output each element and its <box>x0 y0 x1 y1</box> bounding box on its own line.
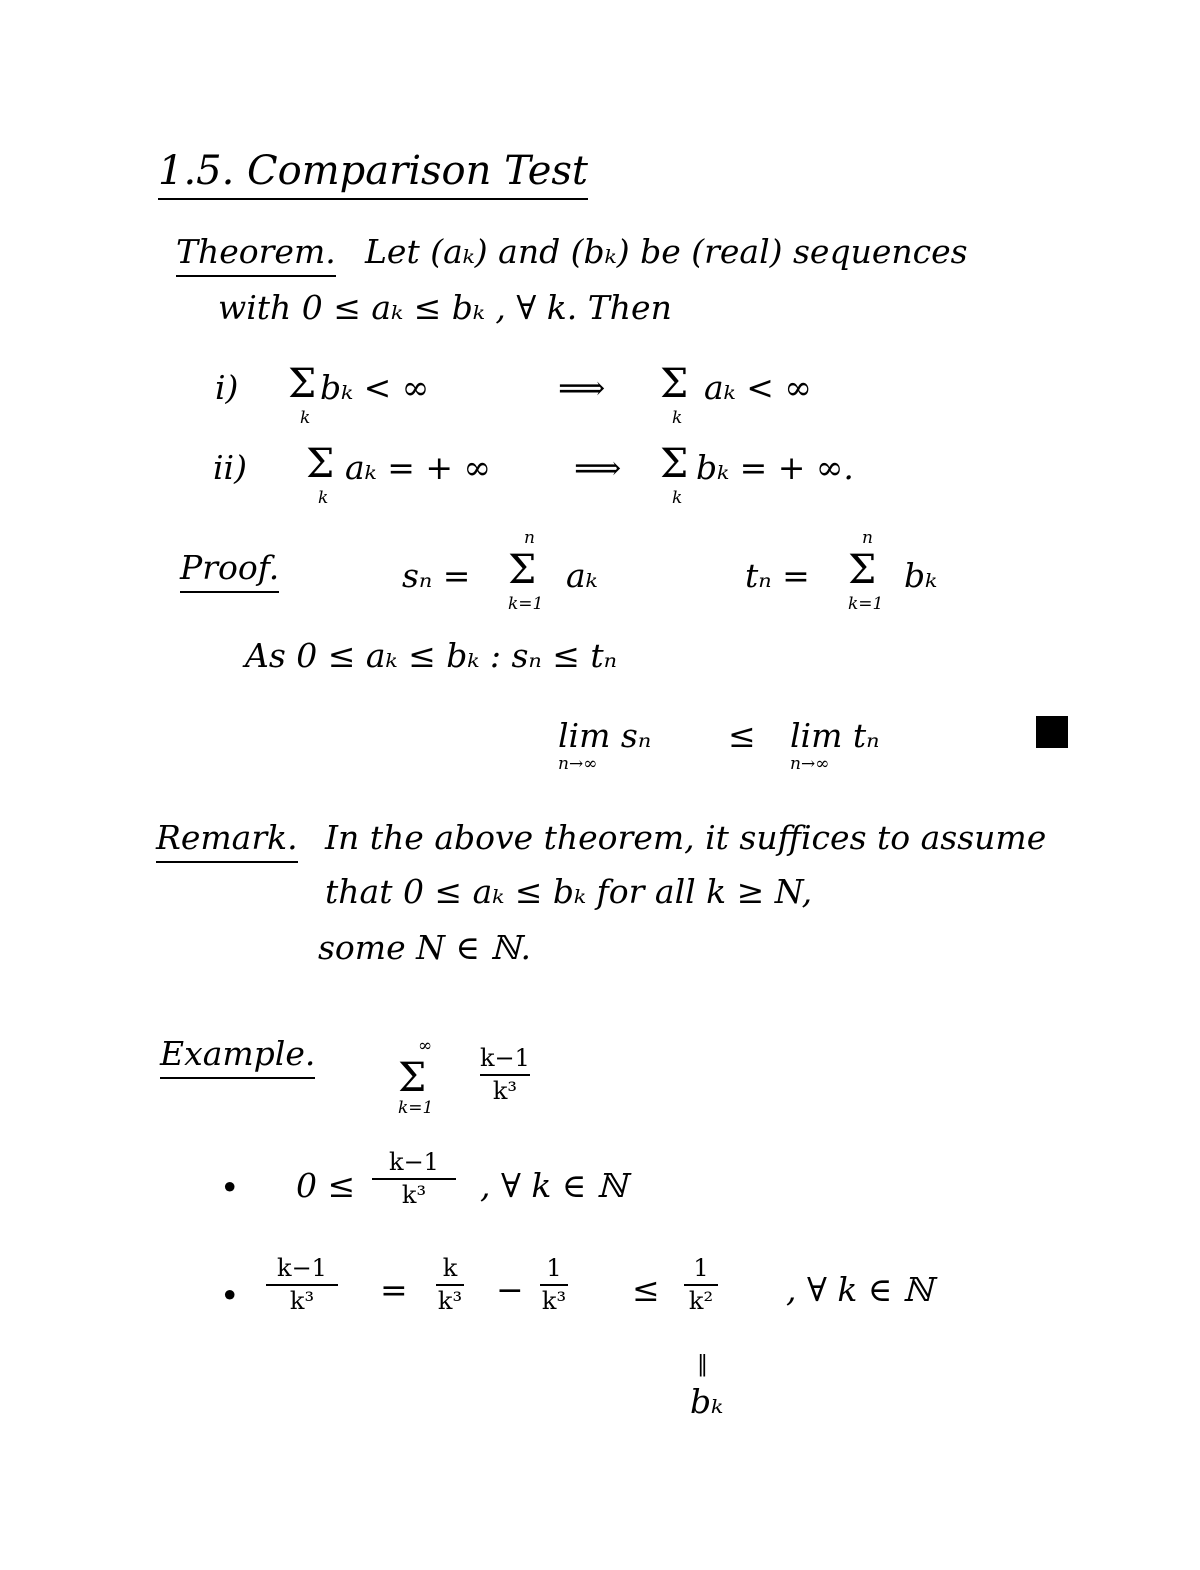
sum-upper-limit: n <box>524 528 535 548</box>
sum-index: k <box>672 488 683 508</box>
sum-symbol: Σ <box>660 441 689 487</box>
limit-right: lim tₙ <box>790 716 880 755</box>
item-1-number: i) <box>215 368 239 407</box>
fraction-denominator: k² <box>688 1287 714 1316</box>
sum-symbol: Σ <box>660 361 689 407</box>
sum-upper-limit: n <box>862 528 873 548</box>
equals-sign: = <box>380 1270 408 1309</box>
fraction-numerator: k−1 <box>389 1148 439 1176</box>
bullet-2-fraction-bound <box>684 1256 718 1314</box>
fraction-bar <box>266 1284 338 1286</box>
sum-index: k <box>300 408 311 428</box>
fraction-numerator: k−1 <box>277 1254 327 1282</box>
sum-upper-limit: ∞ <box>418 1036 433 1056</box>
bullet-2-suffix: , ∀ k ∈ ℕ <box>786 1270 933 1309</box>
fraction-denominator: k³ <box>437 1287 463 1316</box>
fraction-bar <box>480 1074 530 1076</box>
tn-definition: tₙ = <box>745 556 810 595</box>
bullet-2-fraction-left <box>266 1256 338 1314</box>
fraction-bar <box>372 1178 456 1180</box>
fraction-denominator: k³ <box>492 1077 518 1106</box>
fraction-bar <box>436 1284 464 1286</box>
item-1-lhs: bₖ < ∞ <box>320 368 430 407</box>
minus-sign: − <box>496 1270 524 1309</box>
bullet: • <box>220 1168 240 1207</box>
limit-subscript: n→∞ <box>790 754 830 774</box>
less-equal: ≤ <box>728 716 756 755</box>
qed-square-icon <box>1036 716 1068 748</box>
proof-line-2: As 0 ≤ aₖ ≤ bₖ : sₙ ≤ tₙ <box>245 636 618 675</box>
example-series-term <box>480 1046 530 1104</box>
fraction-denominator: k³ <box>541 1287 567 1316</box>
bk-label: bₖ <box>690 1382 724 1421</box>
limit-left: lim sₙ <box>558 716 652 755</box>
remark-line-2: that 0 ≤ aₖ ≤ bₖ for all k ≥ N, <box>325 872 813 911</box>
bullet-1-fraction <box>372 1150 456 1208</box>
tn-term: bₖ <box>904 556 938 595</box>
equality-mark: ‖ <box>697 1352 708 1377</box>
fraction-bar <box>540 1284 568 1286</box>
proof-label: Proof. <box>180 548 279 593</box>
remark-line-1: In the above theorem, it suffices to assume <box>325 818 1047 857</box>
item-2-rhs: bₖ = + ∞. <box>696 448 854 487</box>
implies-arrow: ⟹ <box>558 368 606 407</box>
less-equal: ≤ <box>632 1270 660 1309</box>
theorem-line-1: Let (aₖ) and (bₖ) be (real) sequences <box>365 232 968 271</box>
fraction-denominator: k³ <box>401 1181 427 1210</box>
sn-definition: sₙ = <box>402 556 471 595</box>
fraction-numerator: k <box>442 1254 458 1282</box>
item-2-number: ii) <box>213 448 247 487</box>
example-label: Example. <box>160 1034 315 1079</box>
section-title: 1.5. Comparison Test <box>158 148 588 200</box>
item-1-rhs: aₖ < ∞ <box>704 368 812 407</box>
bullet-1-prefix: 0 ≤ <box>296 1166 356 1205</box>
bullet-2-fraction-one <box>540 1256 568 1314</box>
remark-label: Remark. <box>156 818 298 863</box>
sum-lower-limit: k=1 <box>508 594 544 614</box>
fraction-bar <box>684 1284 718 1286</box>
fraction-numerator: k−1 <box>480 1044 530 1072</box>
remark-line-3: some N ∈ ℕ. <box>318 928 532 967</box>
item-2-lhs: aₖ = + ∞ <box>345 448 491 487</box>
theorem-label: Theorem. <box>176 232 336 277</box>
sum-symbol: Σ <box>848 547 877 593</box>
sum-lower-limit: k=1 <box>848 594 884 614</box>
sum-symbol: Σ <box>508 547 537 593</box>
fraction-denominator: k³ <box>289 1287 315 1316</box>
fraction-numerator: 1 <box>546 1254 562 1282</box>
bullet-1-suffix: , ∀ k ∈ ℕ <box>480 1166 627 1205</box>
sum-symbol: Σ <box>288 361 317 407</box>
theorem-line-2: with 0 ≤ aₖ ≤ bₖ , ∀ k. Then <box>218 288 672 327</box>
sum-symbol: Σ <box>398 1055 427 1101</box>
implies-arrow: ⟹ <box>574 448 622 487</box>
sn-term: aₖ <box>566 556 598 595</box>
bullet-2-fraction-k <box>436 1256 464 1314</box>
sum-lower-limit: k=1 <box>398 1098 434 1118</box>
fraction-numerator: 1 <box>693 1254 709 1282</box>
sum-index: k <box>672 408 683 428</box>
bullet: • <box>220 1276 240 1315</box>
sum-symbol: Σ <box>306 441 335 487</box>
limit-subscript: n→∞ <box>558 754 598 774</box>
sum-index: k <box>318 488 329 508</box>
